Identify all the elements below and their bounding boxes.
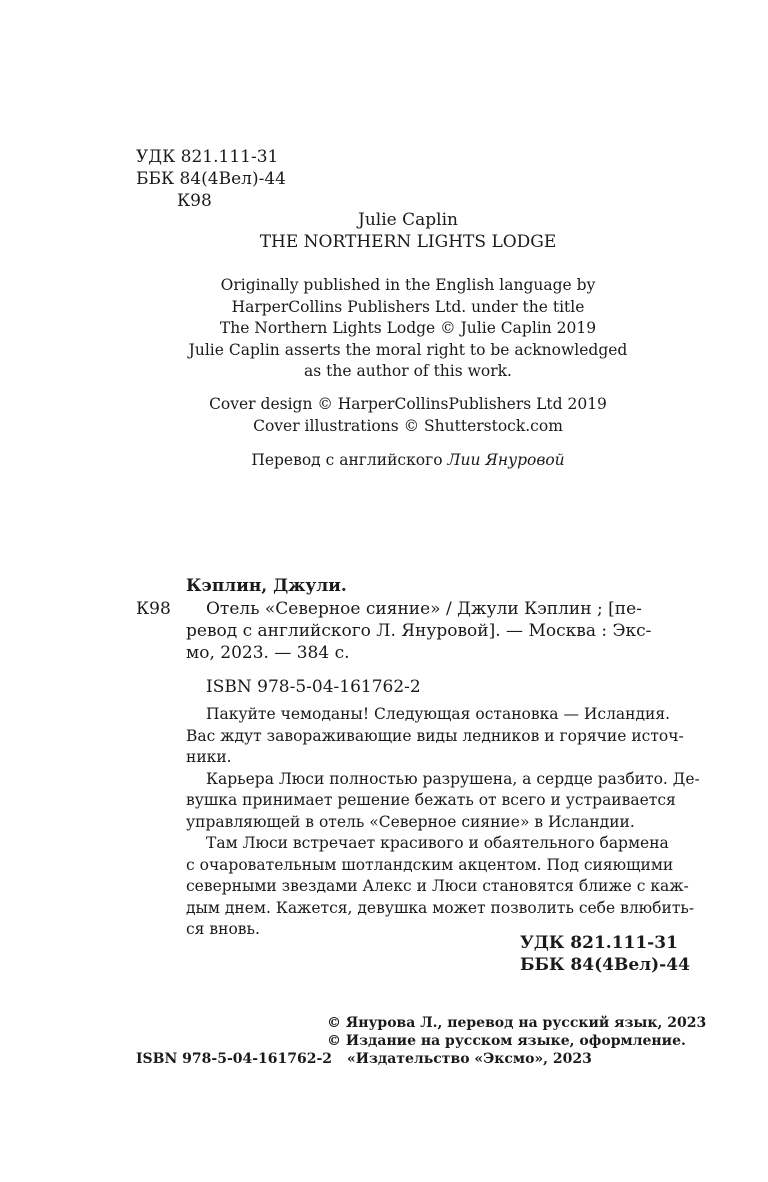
cover-credits <box>150 394 666 437</box>
annotation-line: с очаровательным шотландским акцентом. Под сияющими <box>186 855 674 874</box>
copyright-line: © Издание на русском языке, оформление. <box>327 1033 686 1049</box>
catalog-description-line: Отель «Северное сияние» / Джули Кэплин ; [пе- <box>206 599 642 619</box>
rights-line: Julie Caplin asserts the moral right to be acknowledged <box>188 340 628 359</box>
translator-name: Лии Януровой <box>447 451 565 469</box>
udk-code: УДК 821.111-31 <box>136 147 279 167</box>
annotation-line: ся вновь. <box>186 920 260 938</box>
original-title-block <box>150 209 666 253</box>
cover-illustrations-credit: Cover illustrations © Shutterstock.com <box>253 416 563 435</box>
catalog-mark: К98 <box>136 599 171 619</box>
annotation-line: управляющей в отель «Северное сияние» в Исландии. <box>186 812 635 831</box>
annotation-line: Карьера Люси полностью разрушена, а сердце разбито. Де- <box>206 769 700 788</box>
original-author: Julie Caplin <box>358 210 458 230</box>
annotation-line: дым днем. Кажется, девушка может позволить себе влюбить- <box>186 898 695 917</box>
bbk-code: ББК 84(4Вел)-44 <box>136 169 286 189</box>
catalog-heading: Кэплин, Джули. <box>186 576 347 596</box>
author-mark: К98 <box>177 191 212 211</box>
rights-note <box>150 275 666 383</box>
bbk-code-bottom: ББК 84(4Вел)-44 <box>520 955 690 975</box>
catalog-description <box>186 598 652 664</box>
catalog-isbn: ISBN 978-5-04-161762-2 <box>206 677 421 697</box>
annotation-line: Там Люси встречает красивого и обаятельного бармена <box>206 834 669 852</box>
rights-line: HarperCollins Publishers Ltd. under the title <box>231 297 585 316</box>
copyright-line: © Янурова Л., перевод на русский язык, 2023 <box>327 1015 707 1031</box>
classification-bottom <box>520 932 690 976</box>
annotation-line: Пакуйте чемоданы! Следующая остановка — Исландия. <box>206 705 671 723</box>
rights-line: Originally published in the English language by <box>220 276 596 294</box>
copyright-isbn: ISBN 978-5-04-161762-2 <box>136 1051 333 1067</box>
annotation-line: Вас ждут завораживающие виды ледников и горячие источ- <box>186 726 684 745</box>
copyright-line: «Издательство «Эксмо», 2023 <box>347 1051 592 1067</box>
annotation-line: ники. <box>186 748 232 766</box>
original-title: THE NORTHERN LIGHTS LODGE <box>259 232 557 252</box>
translation-prefix: Перевод с английского <box>251 451 443 469</box>
udk-code-bottom: УДК 821.111-31 <box>520 933 678 953</box>
catalog-description-line: мо, 2023. — 384 с. <box>186 643 350 663</box>
copyright-lines <box>327 1014 706 1068</box>
cover-design-credit: Cover design © HarperCollinsPublishers Ltd 2019 <box>209 395 607 413</box>
annotation-line: северными звездами Алекс и Люси становятся ближе с каж- <box>186 877 689 895</box>
rights-line: The Northern Lights Lodge © Julie Caplin 2019 <box>219 319 597 337</box>
annotation <box>186 704 700 941</box>
catalog-description-line: ревод с английского Л. Януровой]. — Москва : Экс- <box>186 621 652 641</box>
annotation-line: вушка принимает решение бежать от всего и устраивается <box>186 791 676 809</box>
translation-credit <box>150 450 666 472</box>
classification-top <box>136 146 286 212</box>
rights-line: as the author of this work. <box>304 362 512 380</box>
